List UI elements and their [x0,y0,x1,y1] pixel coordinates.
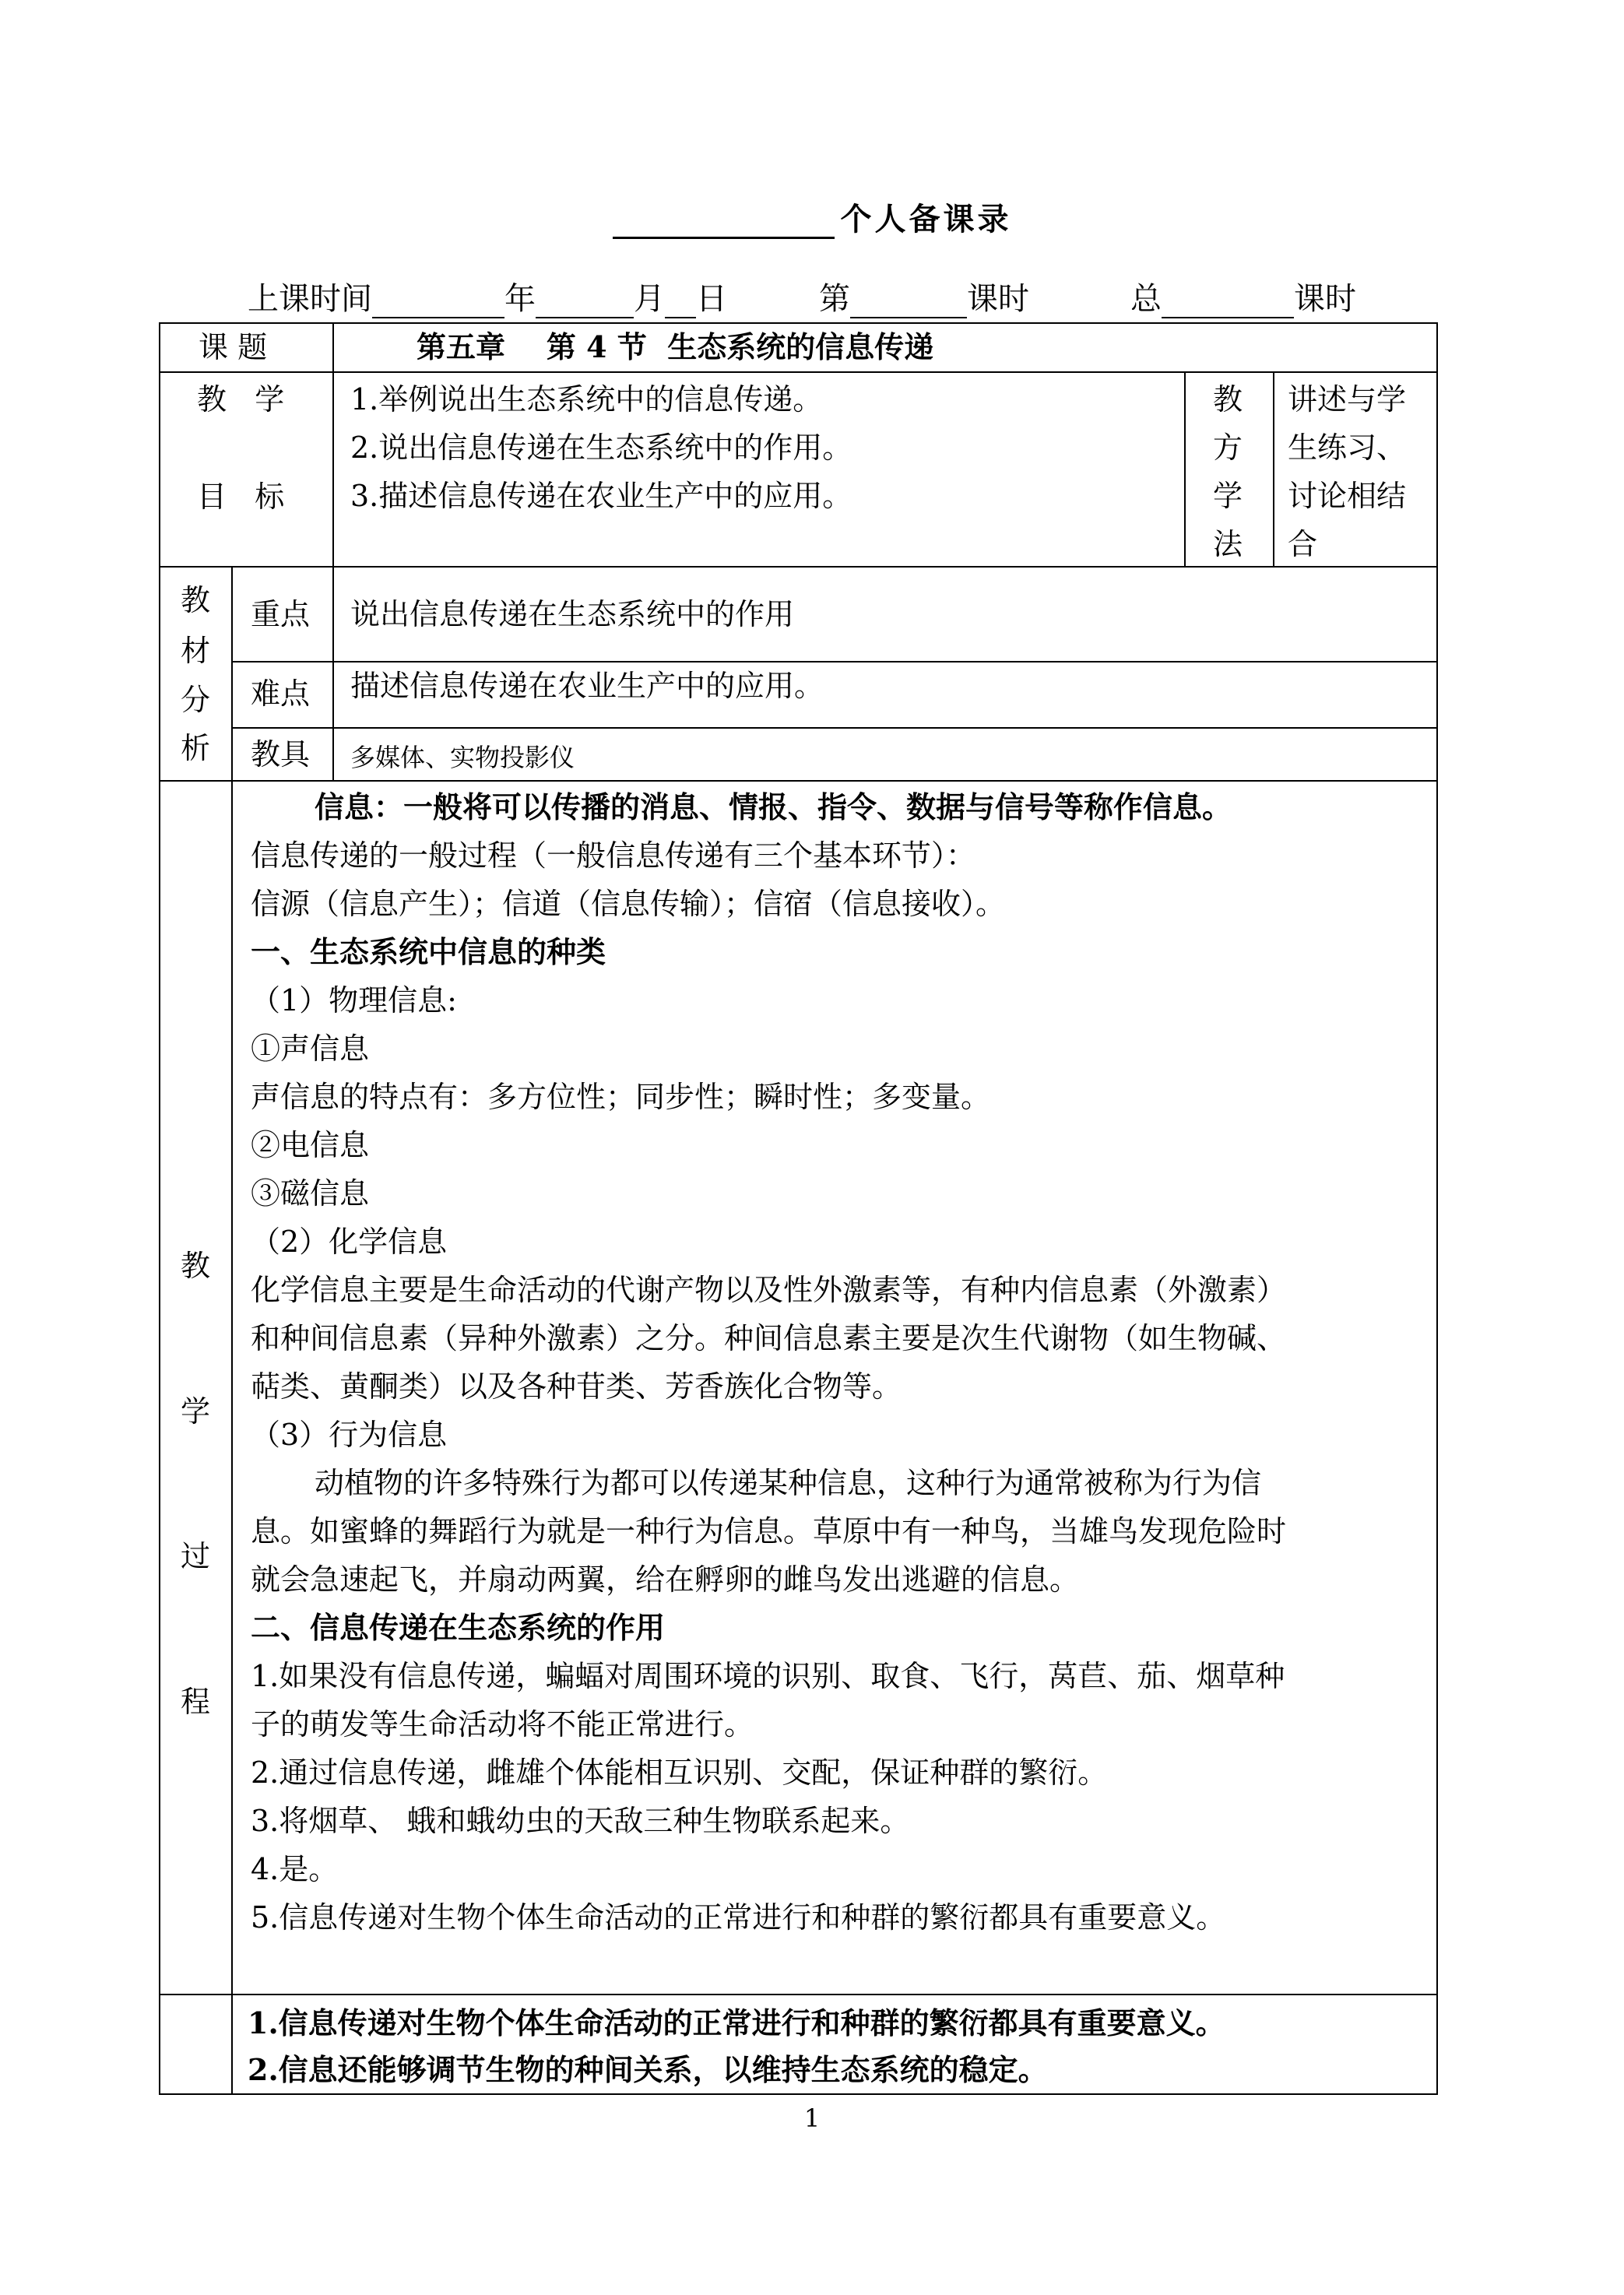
process-line: 声信息的特点有：多方位性；同步性；瞬时性；多变量。 [251,1080,991,1114]
process-label-char: 学 [181,1394,211,1429]
topic-label: 课 题 [199,330,268,364]
process-line: 4.是。 [251,1852,339,1886]
process-line: ②电信息 [251,1128,370,1162]
process-line: 子的萌发等生命活动将不能正常进行。 [251,1707,754,1741]
process-label-char: 过 [181,1539,211,1573]
process-line: （3）行为信息 [251,1418,448,1452]
month-label: 月 [634,281,665,317]
method-text: 合 [1288,527,1318,561]
analysis-label-char: 材 [181,634,211,668]
process-line: 和种间信息素（异种外激素）之分。种间信息素主要是次生代谢物（如生物碱、 [251,1321,1287,1355]
summary-line: 1.信息传递对生物个体生命活动的正常进行和种群的繁衍都具有重要意义。 [248,2005,1225,2040]
goals-label-bottom: 目 标 [197,480,285,514]
key-point-label: 重点 [251,597,311,631]
key-point-text: 说出信息传递在生态系统中的作用 [350,597,795,631]
analysis-label-char: 分 [181,683,211,717]
process-label-char: 教 [181,1249,211,1283]
process-label-char: 程 [181,1685,211,1719]
method-text: 讲述与学 [1288,382,1407,416]
teaching-tools-label: 教具 [251,737,311,771]
method-label-char: 方 [1213,431,1243,465]
process-line: 萜类、黄酮类）以及各种苷类、芳香族化合物等。 [251,1369,902,1404]
total-label: 总 [1130,281,1162,317]
teaching-tools-text: 多媒体、实物投影仪 [350,743,575,772]
process-line: 2.通过信息传递，雌雄个体能相互识别、交配，保证种群的繁衍。 [251,1756,1108,1790]
process-line: 信息传递的一般过程（一般信息传递有三个基本环节）： [251,838,976,873]
period-label: 课时 [967,281,1029,317]
title-text: 个人备课录 [840,201,1012,237]
difficulty-label: 难点 [251,677,311,711]
process-heading: 一、生态系统中信息的种类 [251,934,606,969]
process-heading: 二、信息传递在生态系统的作用 [251,1610,666,1645]
goal-item: 1.举例说出生态系统中的信息传递。 [350,382,823,416]
process-line: ③磁信息 [251,1176,370,1211]
difficulty-text: 描述信息传递在农业生产中的应用。 [350,669,824,703]
process-line: ①声信息 [251,1032,370,1066]
total-period-label: 课时 [1294,281,1356,317]
process-line: （2）化学信息 [251,1225,448,1259]
method-text: 生练习、 [1288,431,1407,465]
page-number: 1 [803,2103,821,2133]
goal-item: 3.描述信息传递在农业生产中的应用。 [350,479,852,513]
goal-item: 2.说出信息传递在生态系统中的作用。 [350,431,852,465]
nth-label: 第 [819,281,850,317]
date-prefix: 上课时间 [248,281,372,317]
goals-label-top: 教 学 [197,382,285,416]
method-label-char: 法 [1213,527,1243,561]
method-label-char: 教 [1213,382,1243,416]
analysis-label-char: 教 [181,583,211,617]
summary-line: 2.信息还能够调节生物的种间关系，以维持生态系统的稳定。 [248,2052,1048,2087]
process-line: 动植物的许多特殊行为都可以传递某种信息，这种行为通常被称为行为信 [315,1466,1262,1500]
method-label-char: 学 [1213,479,1243,513]
method-text: 讨论相结 [1288,479,1407,513]
process-line: 息。如蜜蜂的舞蹈行为就是一种行为信息。草原中有一种鸟，当雄鸟发现危险时 [251,1514,1287,1548]
process-line: 就会急速起飞，并扇动两翼，给在孵卵的雌鸟发出逃避的信息。 [251,1562,1080,1597]
process-line: 5.信息传递对生物个体生命活动的正常进行和种群的繁衍都具有重要意义。 [251,1900,1226,1935]
process-line: 1.如果没有信息传递，蝙蝠对周围环境的识别、取食、飞行，莴苣、茄、烟草种 [251,1659,1285,1693]
process-line: 3.将烟草、 蛾和蛾幼虫的天敌三种生物联系起来。 [251,1804,910,1838]
day-label: 日 [696,281,727,317]
topic-value: 第五章 第 4 节 生态系统的信息传递 [417,329,934,364]
process-line: 信源（信息产生）；信道（信息传输）；信宿（信息接收）。 [251,887,1006,921]
process-line: （1）物理信息: [251,983,457,1017]
analysis-label-char: 析 [181,731,211,765]
process-line: 信息：一般将可以传播的消息、情报、指令、数据与信号等称作信息。 [315,789,1232,824]
process-line: 化学信息主要是生命活动的代谢产物以及性外激素等，有种内信息素（外激素） [251,1273,1287,1307]
year-label: 年 [504,281,536,317]
